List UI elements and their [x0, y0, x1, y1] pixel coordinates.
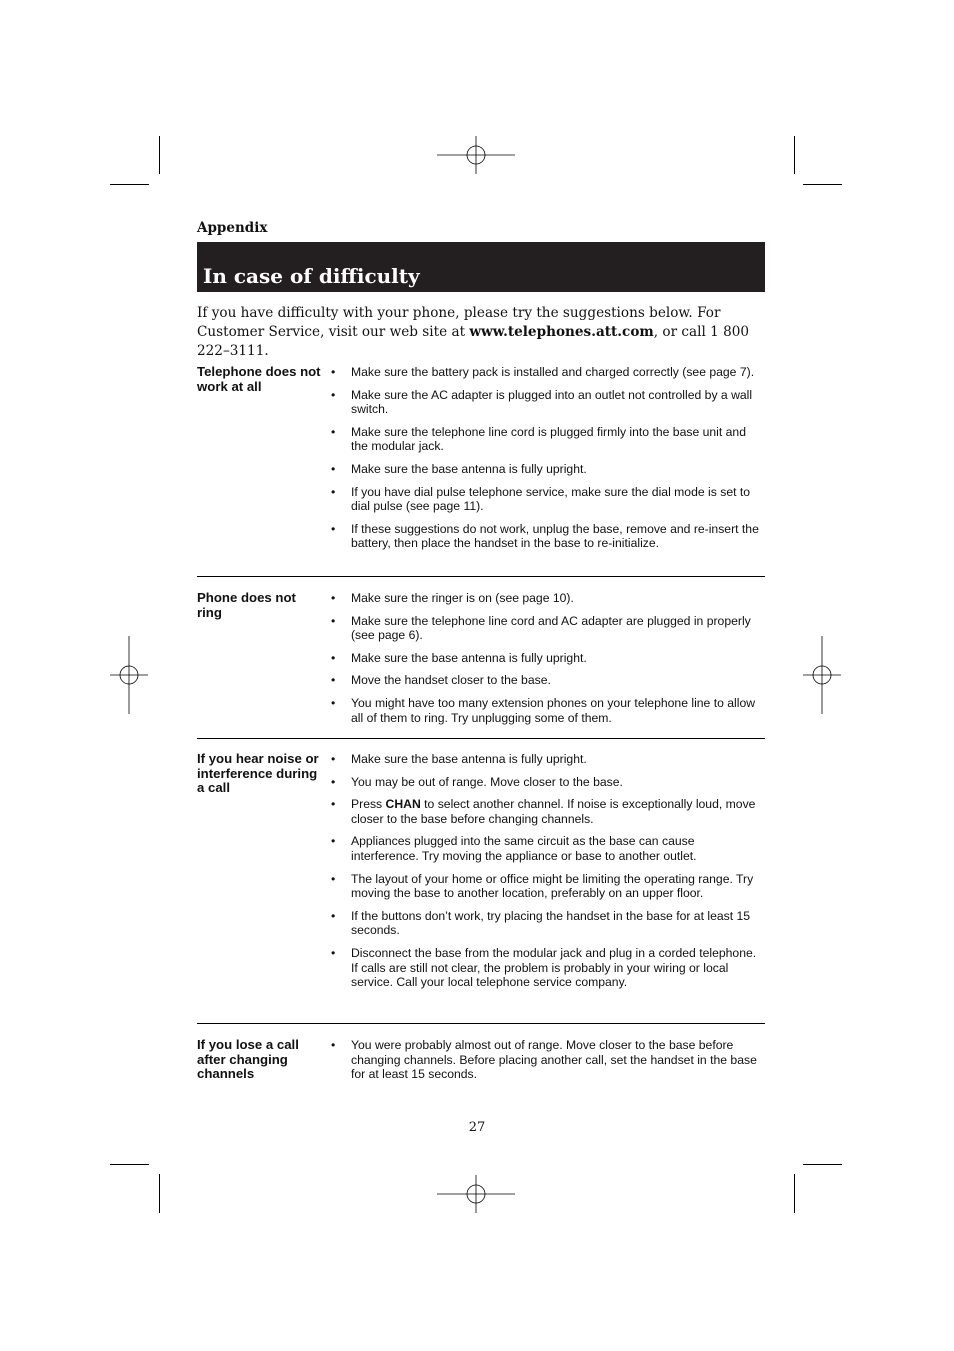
list-item: • If you have dial pulse telephone service, make sure the dial mode is set to dial pulse (see page 11). [331, 484, 751, 514]
bullet-icon: • [331, 424, 336, 439]
bullet-icon: • [331, 673, 336, 688]
list-item: • You might have too many extension phones on your telephone line to allow all of them to ring. Try unplugging some of them. [331, 695, 756, 725]
crop-mark [110, 1164, 149, 1165]
bullet-icon: • [331, 908, 336, 923]
bullet-icon: • [331, 871, 336, 886]
crop-mark [803, 184, 842, 185]
topic-heading: If you lose a call after changing channels [197, 1037, 299, 1081]
list-item: • Make sure the AC adapter is plugged into an outlet not controlled by a wall switch. [331, 387, 753, 417]
bullet-icon: • [331, 613, 336, 628]
registration-mark-icon [803, 636, 841, 714]
chan-key: CHAN [385, 797, 421, 812]
divider [197, 1023, 765, 1024]
list-item: • Move the handset closer to the base. [331, 673, 551, 688]
website-link[interactable]: www.telephones.att.com [469, 324, 654, 340]
bullet-icon: • [331, 945, 336, 960]
crop-mark [794, 136, 795, 174]
registration-mark-icon [437, 136, 515, 174]
bullet-icon: • [331, 834, 336, 849]
bullet-icon: • [331, 1038, 336, 1052]
divider [197, 738, 765, 739]
crop-mark [159, 136, 160, 174]
list-item: • Press CHAN to select another channel. If noise is exceptionally loud, move closer to the base before changing channels. [331, 797, 756, 826]
list-item: • Make sure the base antenna is fully upright. [331, 752, 587, 766]
topic-heading: If you hear noise or interference during a call [197, 751, 319, 795]
list-item: • You may be out of range. Move closer to the base. [331, 774, 623, 789]
section-label: Appendix [197, 220, 268, 236]
suggestion-list [331, 365, 763, 559]
intro-text-end: , or call 1 800 222–3111. [197, 324, 750, 359]
page-title: In case of difficulty [203, 264, 420, 288]
registration-mark-icon [437, 1175, 515, 1213]
topic-heading: Telephone does not work at all [197, 364, 321, 394]
bullet-icon: • [331, 387, 336, 402]
crop-mark [803, 1164, 842, 1165]
bullet-icon: • [331, 521, 336, 536]
list-item: • Appliances plugged into the same circuit as the base can cause interference. Try moving the appliance or base to another outlet. [331, 834, 697, 863]
list-item: • Make sure the base antenna is fully upright. [331, 650, 587, 665]
bullet-icon: • [331, 461, 336, 476]
list-item: • You were probably almost out of range. Move closer to the base before changing channels. Before placing another call, set the handset in the base for at least 15 seconds. [331, 1038, 757, 1082]
crop-mark [159, 1174, 160, 1213]
list-item: • If the buttons don’t work, try placing the handset in the base for at least 15 seconds. [331, 908, 751, 938]
list-item: • Make sure the battery pack is installed and charged correctly (see page 7). [331, 365, 755, 379]
suggestion-list [331, 591, 763, 733]
registration-mark-icon [110, 636, 148, 714]
divider [197, 576, 765, 577]
suggestion-list [331, 752, 763, 998]
bullet-icon: • [331, 774, 336, 789]
crop-mark [794, 1174, 795, 1213]
bullet-icon: • [331, 591, 336, 605]
list-item: • Make sure the base antenna is fully upright. [331, 461, 587, 476]
intro-text: If you have difficulty with your phone, please try the suggestions below. For Customer Service, visit our web site at [197, 305, 721, 340]
bullet-icon: • [331, 695, 336, 710]
list-item: • If these suggestions do not work, unplug the base, remove and re-insert the battery, then place the handset in the base to re-initialize. [331, 521, 759, 551]
intro-paragraph [197, 304, 767, 361]
topic-heading: Phone does not ring [197, 590, 296, 620]
bullet-icon: • [331, 365, 336, 379]
suggestion-list [331, 1038, 763, 1090]
list-item: • Make sure the telephone line cord and AC adapter are plugged in properly (see page 6). [331, 613, 751, 643]
bullet-icon: • [331, 752, 336, 766]
list-item: • Disconnect the base from the modular jack and plug in a corded telephone. If calls are still not clear, the problem is probably in your wiring or local service. Call your local telephone service company. [331, 945, 757, 990]
bullet-icon: • [331, 484, 336, 499]
list-item: • Make sure the ringer is on (see page 10). [331, 591, 574, 605]
crop-mark [110, 184, 149, 185]
list-item: • The layout of your home or office might be limiting the operating range. Try moving the base to another location, preferably on an upper floor. [331, 871, 754, 901]
list-item: • Make sure the telephone line cord is plugged firmly into the base unit and the modular jack. [331, 424, 746, 454]
page-number: 27 [468, 1120, 486, 1135]
bullet-icon: • [331, 797, 336, 812]
title-banner [197, 242, 765, 292]
bullet-icon: • [331, 650, 336, 665]
